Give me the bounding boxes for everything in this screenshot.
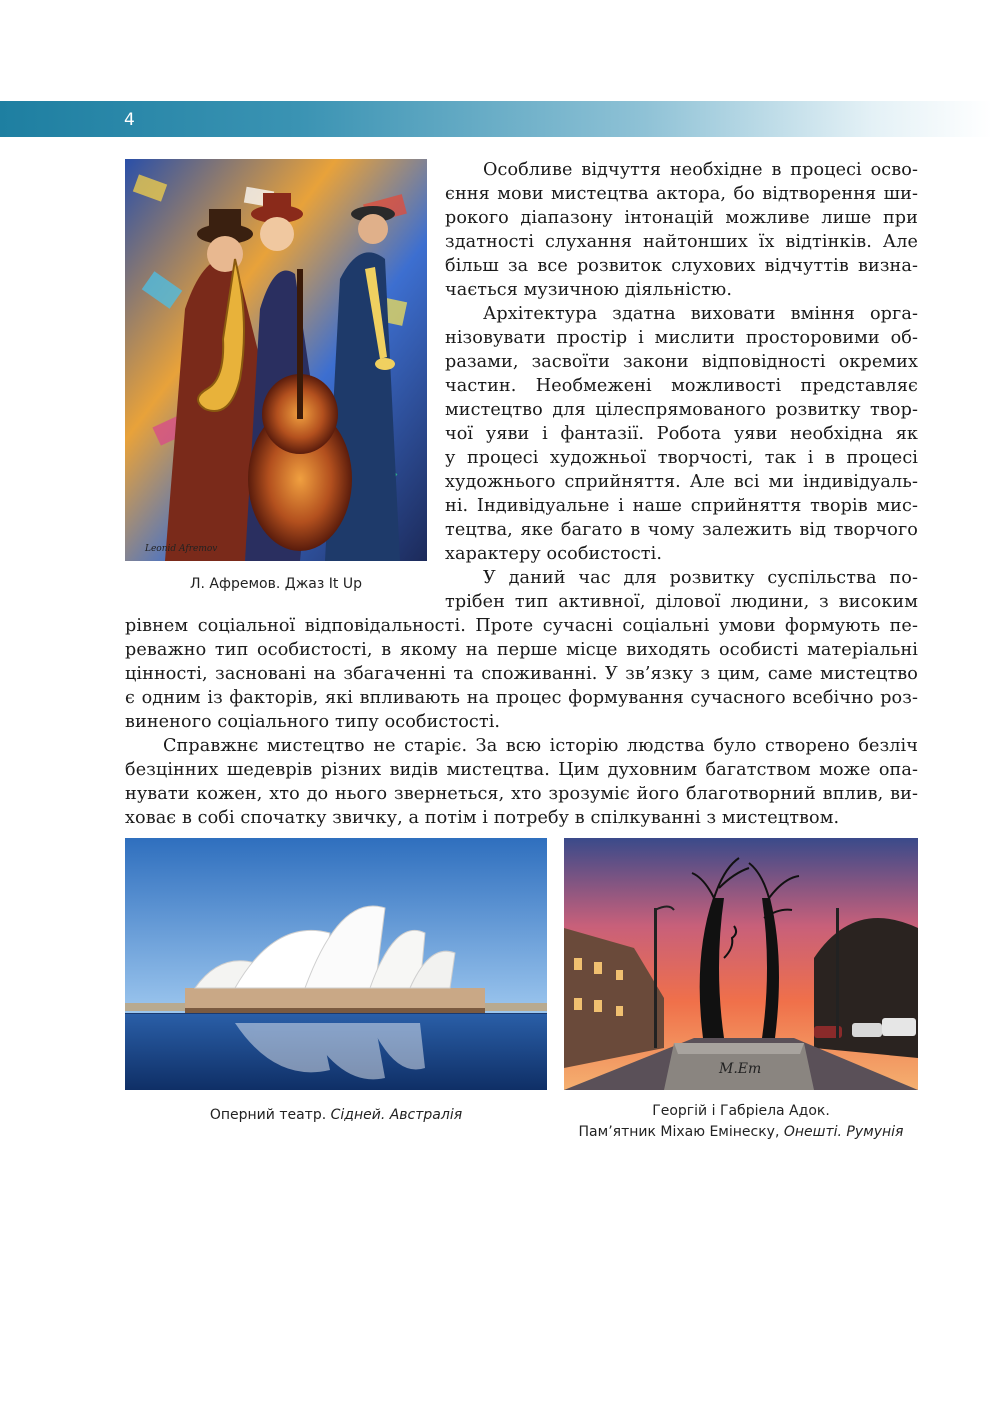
- text-line: ні. Індивідуальне і наше сприйняття творів мис-: [445, 496, 918, 516]
- text-line: рівнем соціальної відповідальності. Проте сучасні соціальні умови формують пе-: [125, 616, 918, 636]
- text-line: чої уяви і фантазії. Робота уяви необхідна як: [445, 424, 918, 444]
- text-line: художнього сприйняття. Але всі ми індивідуаль-: [445, 472, 918, 492]
- text-line: реважно тип особистості, в якому на перше місце виходять особисті матеріальні: [125, 640, 918, 660]
- monument-image: [564, 838, 918, 1090]
- opera-house-image: [125, 838, 547, 1090]
- opera-caption-prefix: Оперний театр.: [209, 1107, 331, 1123]
- monument-caption: [544, 1101, 938, 1143]
- text-line: тецтва, яке багато в чому залежить від творчого: [445, 520, 918, 540]
- monument-caption-prefix: Пам’ятник Міхаю Емінеску,: [578, 1124, 784, 1140]
- text-line: здатності слухання найтонших їх відтінків. Але: [445, 232, 918, 252]
- header-band: [0, 101, 992, 137]
- monument-caption-authors: Георгій і Габріела Адок.: [652, 1103, 830, 1119]
- svg-text:Leonid Afremov: Leonid Afremov: [145, 544, 218, 554]
- text-line: Справжнє мистецтво не старіє. За всю історію людства було створено безліч: [163, 736, 918, 756]
- text-line: рокого діапазону інтонацій можливе лише при: [445, 208, 918, 228]
- text-line: є одним із факторів, які впливають на процес формування сучасного всебічно роз-: [125, 688, 918, 708]
- text-line: виненого соціального типу особистості.: [125, 712, 501, 732]
- text-line: разами, засвоїти закони відповідності окремих: [445, 352, 918, 372]
- painting-caption: Л. Афремов. Джаз It Up: [190, 576, 362, 592]
- text-line: характеру особистості.: [445, 544, 663, 564]
- jazz-painting-image: [125, 159, 427, 561]
- opera-caption-location: Сідней. Австралія: [330, 1107, 463, 1123]
- text-line: безцінних шедеврів різних видів мистецтва. Цим духовним багатством може опа-: [125, 760, 918, 780]
- page-number: 4: [124, 110, 135, 130]
- text-line: Архітектура здатна виховати вміння орга-: [483, 304, 918, 324]
- text-line: Особливе відчуття необхідне в процесі осво-: [483, 160, 918, 180]
- monument-photo: [564, 838, 918, 1090]
- text-line: єння мови мистецтва актора, бо відтворення ши-: [445, 184, 918, 204]
- text-line: більш за все розвиток слухових відчуттів визна-: [445, 256, 918, 276]
- jazz-painting: [125, 159, 427, 561]
- monument-caption-title: [544, 1122, 938, 1143]
- text-line: мистецтво для цілеспрямованого розвитку твор-: [445, 400, 918, 420]
- opera-house-photo: [125, 838, 547, 1090]
- right-column-text: [445, 158, 918, 614]
- text-line: У даний час для розвитку суспільства по-: [483, 568, 918, 588]
- monument-caption-location: Онешті. Румунія: [783, 1124, 904, 1140]
- text-line: трібен тип активної, ділової людини, з високим: [445, 592, 918, 612]
- text-line: ховає в собі спочатку звичку, а потім і потребу в спілкуванні з мистецтвом.: [125, 808, 840, 828]
- text-line: чається музичною діяльністю.: [445, 280, 733, 300]
- text-line: нувати кожен, хто до нього звернеться, хто зрозуміє його благотворний вплив, ви-: [125, 784, 918, 804]
- opera-caption: [125, 1105, 547, 1126]
- text-line: цінності, засновані на збагаченні та споживанні. У зв’язку з цим, саме мистецтво: [125, 664, 918, 684]
- final-paragraph: [125, 734, 918, 830]
- text-line: у процесі художньої творчості, так і в процесі: [445, 448, 918, 468]
- full-width-text: [125, 614, 918, 734]
- text-line: нізовувати простір і мислити просторовими об-: [445, 328, 918, 348]
- text-line: частин. Необмежені можливості представляє: [445, 376, 918, 396]
- svg-text:M.Em: M.Em: [719, 1061, 762, 1077]
